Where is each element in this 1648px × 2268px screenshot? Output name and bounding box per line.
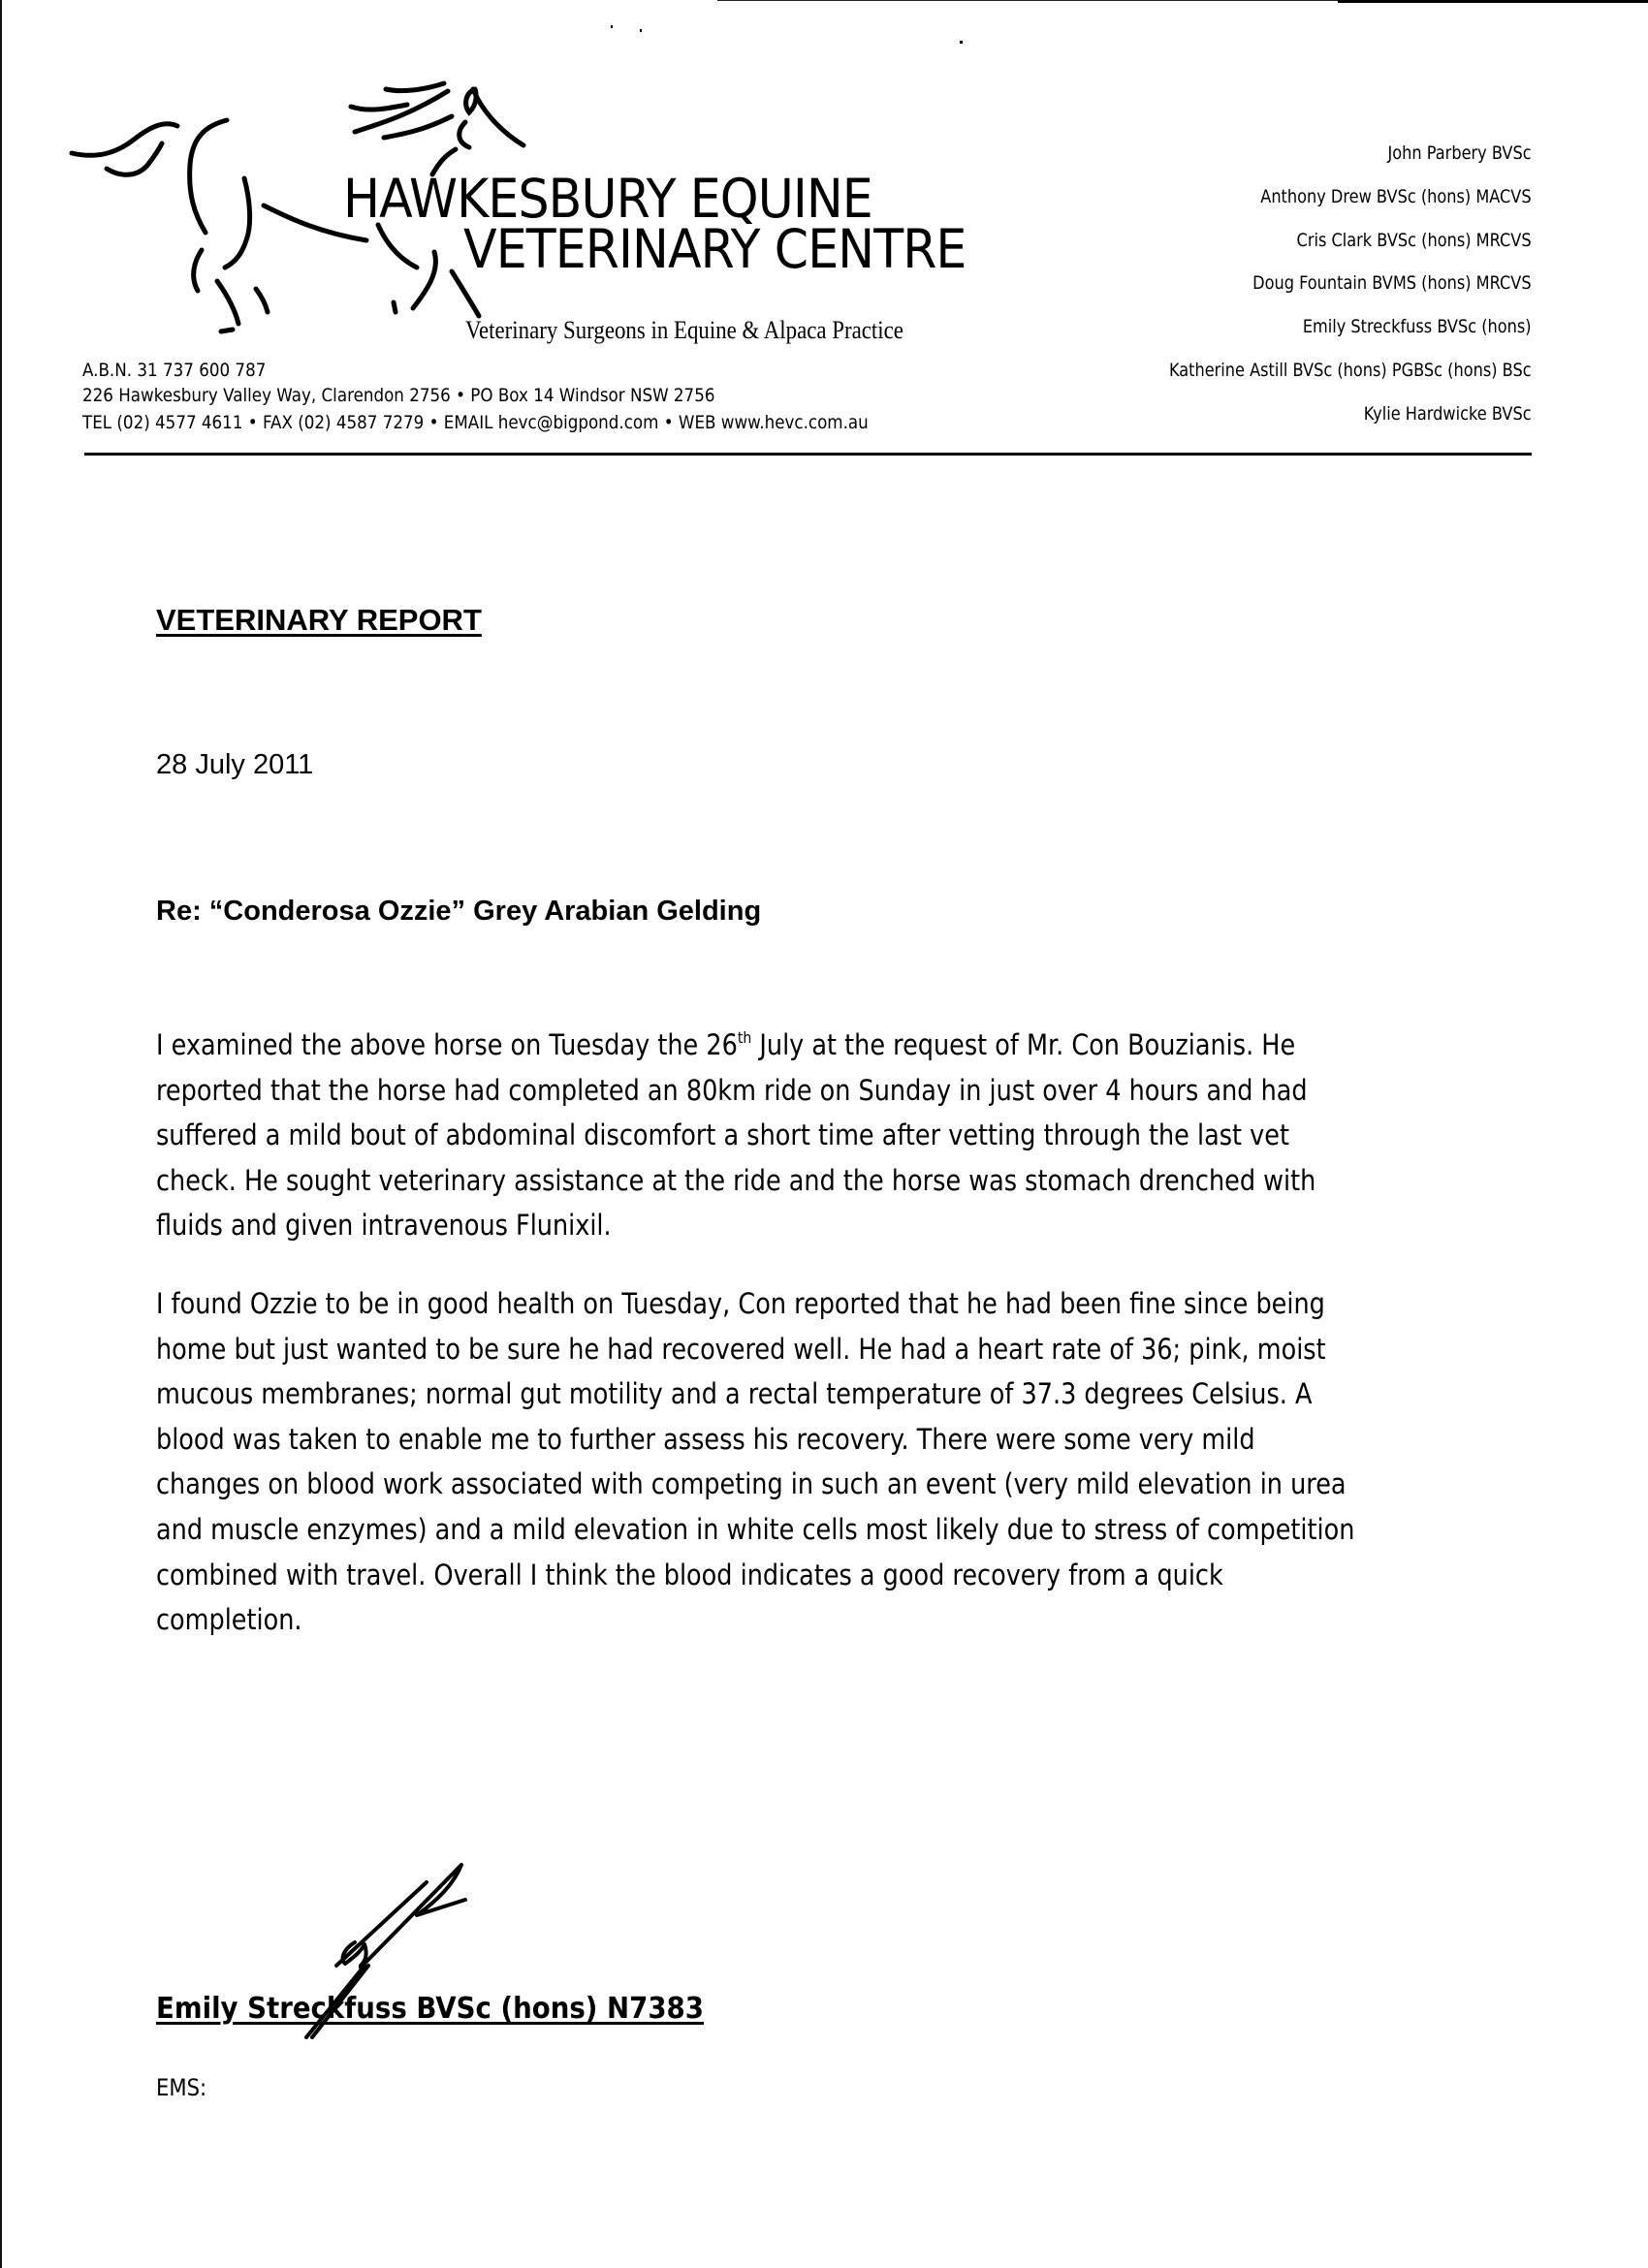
paragraph-line: combined with travel. Overall I think the blood indicates a good recovery from a quick: [156, 1558, 1223, 1591]
paragraph-line: completion.: [156, 1603, 302, 1637]
postal-address: 226 Hawkesbury Valley Way, Clarendon 2756 • PO Box 14 Windsor NSW 2756: [82, 385, 715, 406]
staff-member: John Parbery BVSc: [1387, 142, 1532, 164]
paragraph-line: blood was taken to enable me to further assess his recovery. There were some very mild: [156, 1422, 1255, 1456]
scan-speck: [611, 25, 613, 28]
scan-edge-top-thin: [717, 0, 1338, 1]
report-subject: Re: “Conderosa Ozzie” Grey Arabian Gelding: [156, 896, 762, 927]
paragraph-1: [156, 1023, 1368, 1248]
paragraph-2: [156, 1281, 1368, 1643]
abn: A.B.N. 31 737 600 787: [82, 360, 267, 381]
practice-tagline: Veterinary Surgeons in Equine & Alpaca Practice: [465, 316, 903, 344]
header-divider: [84, 453, 1532, 456]
paragraph-line: check. He sought veterinary assistance at the ride and the horse was stomach drenched with: [156, 1163, 1316, 1197]
report-date: 28 July 2011: [156, 749, 314, 780]
ems-label: EMS:: [156, 2074, 207, 2101]
scan-speck: [640, 29, 642, 32]
paragraph-line: mucous membranes; normal gut motility and a rectal temperature of 37.3 degrees Celsius. A: [156, 1377, 1313, 1411]
staff-member: Anthony Drew BVSc (hons) MACVS: [1260, 185, 1532, 207]
report-title: VETERINARY REPORT: [156, 603, 482, 637]
paragraph-line: changes on blood work associated with competing in such an event (very mild elevation in urea: [156, 1467, 1347, 1501]
staff-member: Cris Clark BVSc (hons) MRCVS: [1296, 229, 1532, 251]
scan-edge-top: [1338, 0, 1648, 3]
paragraph-line: home but just wanted to be sure he had recovered well. He had a heart rate of 36; pink, moist: [156, 1332, 1326, 1366]
practice-name-line1: HAWKESBURY EQUINE: [343, 168, 872, 230]
paragraph-line: suffered a mild bout of abdominal discomfort a short time after vetting through the last vet: [156, 1118, 1289, 1152]
scan-edge-left: [0, 0, 2, 2268]
staff-member: Katherine Astill BVSc (hons) PGBSc (hons) BSc: [1169, 359, 1532, 381]
staff-list: [1105, 139, 1532, 443]
staff-member: Emily Streckfuss BVSc (hons): [1303, 316, 1532, 338]
staff-member: Doug Fountain BVMS (hons) MRCVS: [1252, 272, 1532, 295]
paragraph-line: I found Ozzie to be in good health on Tuesday, Con reported that he had been fine since being: [156, 1287, 1325, 1320]
paragraph-line: reported that the horse had completed an 80km ride on Sunday in just over 4 hours and had: [156, 1073, 1308, 1107]
paragraph-line: and muscle enzymes) and a mild elevation in white cells most likely due to stress of competition: [156, 1512, 1355, 1546]
staff-member: Kylie Hardwicke BVSc: [1364, 402, 1532, 425]
paragraph-line: fluids and given intravenous Flunixil.: [156, 1209, 612, 1243]
scan-speck: [960, 41, 963, 44]
practice-name-line2: VETERINARY CENTRE: [463, 218, 967, 280]
signatory-name: Emily Streckfuss BVSc (hons) N7383: [156, 1992, 704, 2026]
contact-details: TEL (02) 4577 4611 • FAX (02) 4587 7279 • EMAIL hevc@bigpond.com • WEB www.hevc.com.au: [82, 412, 869, 433]
paragraph-line: I examined the above horse on Tuesday the 26th July at the request of Mr. Con Bouzianis. He: [156, 1028, 1296, 1061]
